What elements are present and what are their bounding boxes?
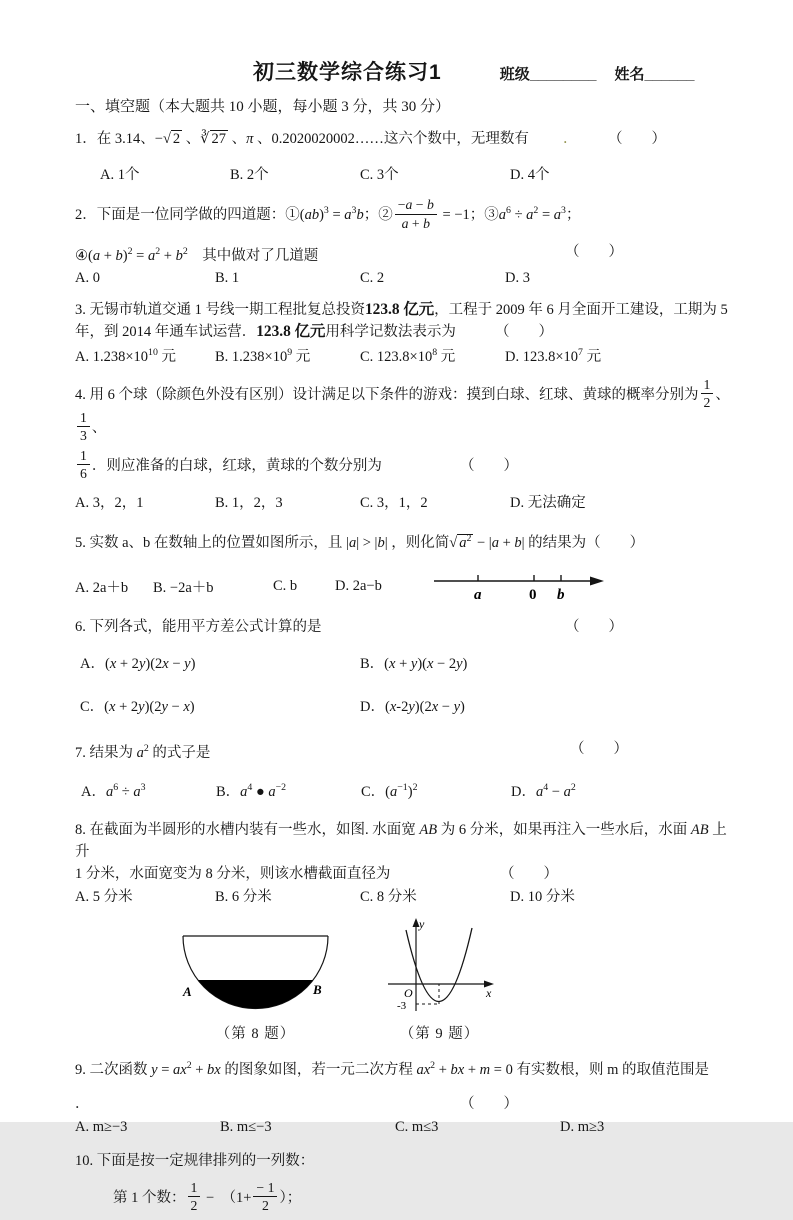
y-min-label: -3 (397, 1000, 407, 1013)
question-10 (75, 1150, 740, 1220)
figure-9-block (382, 916, 497, 1043)
trough-label-b: B (313, 982, 322, 998)
header (75, 56, 740, 86)
question-10-item1: 第 1 个数： $\frac{1}{2}$ − （1+ $\frac{- 1}{2}$ ）； (113, 1180, 302, 1214)
option-d: D．(x-2y)(2x − y) (360, 699, 465, 716)
axis-label-x: x (486, 986, 492, 1001)
figure-9-caption: （第 9 题） (399, 1026, 480, 1043)
question-5-options (75, 566, 740, 606)
option-d: D. $123.8\times 10^7$ 元 (505, 347, 602, 365)
option-c: C. b (273, 577, 298, 594)
option-c: C．(x + 2y)(2y − x) (80, 699, 195, 716)
question-1-options (75, 163, 740, 184)
question-2-stem-line1: 2．下面是一位同学做的四道题：①(ab)$^3$ = $a^3b$；② $\frac{-a - b}{a + b}$ = −1；$③a^6 \div a^2 = a^3$； (75, 197, 581, 231)
question-4-stem-line1: 4. 用 6 个球（除颜色外没有区别）设计满足以下条件的游戏：摸到白球、红球、黄球的概率分别为 $\frac{1}{2}$ 、 $\frac{1}{3}$ 、 (75, 376, 730, 444)
figure-8-caption: （第 8 题） (215, 1026, 296, 1043)
option-d: D. 2a−b (335, 577, 382, 594)
question-3-options (75, 345, 740, 366)
option-c: C. 3个 (360, 167, 399, 183)
answer-paren: （ ） (495, 323, 553, 340)
numberline-label-zero: 0 (529, 587, 537, 604)
option-d: D．$a^4 - a^2$ (511, 782, 576, 801)
numberline-label-b: b (557, 587, 565, 604)
question-8-stem-line1: 8. 在截面为半圆形的水槽内装有一些水，如图. 水面宽 AB 为 6 分米，如果再注入一些水后，水面 AB 上升 (75, 822, 727, 861)
option-a: A. $1.238\times 10^{10}$ 元 (75, 347, 176, 365)
option-b: B. 6 分米 (215, 889, 272, 906)
option-b: B. 1，2，3 (215, 495, 283, 512)
answer-paren: （ ） (460, 458, 518, 475)
answer-paren: （ ） (565, 244, 623, 260)
answer-dot: ． (563, 131, 578, 147)
answer-paren: （ ） (570, 741, 628, 758)
option-b: B. 2个 (230, 167, 269, 183)
option-c: C. $123.8\times 10^8$ 元 (360, 347, 456, 365)
page-title: 初三数学综合练习1 (253, 61, 442, 84)
option-d: D. 无法确定 (510, 495, 586, 512)
option-d: D. m≥3 (560, 1118, 605, 1135)
figures-row (163, 916, 740, 1043)
trough-label-a: A (183, 984, 192, 1000)
question-1 (75, 128, 740, 184)
question-6-stem: 6. 下列各式，能用平方差公式计算的是 （ ） (75, 616, 740, 638)
numberline-label-a: a (474, 587, 482, 604)
page-content (75, 56, 740, 1220)
question-4-options (75, 491, 740, 512)
question-8-stem-line2: 1 分米，水面宽变为 8 分米，则该水槽截面直径为 （ ） (75, 863, 740, 885)
question-7 (75, 738, 740, 801)
section-heading: 一、填空题（本大题共 10 小题，每小题 3 分，共 30 分） (75, 99, 451, 115)
question-7-options (75, 780, 740, 801)
question-3 (75, 299, 740, 366)
option-b: B. 1 (215, 269, 240, 286)
option-b: B．(x + y)(x − 2y) (360, 656, 468, 673)
option-a: A. 5 分米 (75, 889, 133, 906)
answer-paren: （ ） (608, 131, 666, 147)
question-8-options (75, 885, 740, 906)
water-trough-figure (163, 924, 348, 1020)
option-a: A. 1个 (100, 167, 140, 183)
question-4 (75, 376, 740, 513)
option-a: A. 2a＋b (75, 579, 129, 596)
option-a: A. 3，2，1 (75, 495, 144, 512)
option-b: B. m≤−3 (220, 1118, 272, 1135)
class-blank: 班级________ (499, 66, 597, 83)
student-info-blanks (500, 63, 713, 84)
question-2 (75, 195, 740, 287)
question-5 (75, 528, 740, 606)
question-9 (75, 1055, 740, 1136)
question-9-stem: 9. 二次函数 $y = ax^2$ + bx 的图象如图，若一元二次方程 $ax^2$ + bx + m = 0 有实数根，则 m 的取值范围是 (75, 1060, 709, 1078)
question-6 (75, 616, 740, 716)
option-b: B．$a^4$ ● $a^{-2}$ (216, 782, 287, 801)
option-b: B. −2a＋b (153, 579, 214, 596)
option-a: A. m≥−3 (75, 1118, 128, 1135)
option-c: C. m≤3 (395, 1118, 439, 1135)
option-d: D. 3 (505, 269, 530, 286)
option-c: C．$(a^{-1})^2$ (361, 782, 418, 801)
option-a: A．$a^6 \div a^3$ (81, 782, 146, 801)
name-blank: 姓名______ (614, 66, 695, 83)
answer-paren: （ ） (565, 619, 623, 636)
option-b: B. $1.238\times 10^9$ 元 (215, 347, 311, 365)
option-d: D. 10 分米 (510, 889, 575, 906)
parabola-figure (382, 916, 497, 1020)
answer-paren: （ ） (460, 1095, 518, 1112)
option-a: A．(x + 2y)(2x − y) (80, 656, 196, 673)
origin-label: O (404, 986, 413, 1001)
question-3-stem-line2: 年，到 2014 年通车试运营．123.8 亿元用科学记数法表示为 （ ） (75, 321, 740, 343)
question-8 (75, 819, 740, 1043)
option-c: C. 3，1，2 (360, 495, 428, 512)
question-7-stem: 7. 结果为 $a^2$ 的式子是 （ ） (75, 738, 740, 764)
question-6-options-row2 (75, 695, 740, 716)
option-d: D. 4个 (510, 167, 550, 183)
question-3-stem-line1: 3. 无锡市轨道交通 1 号线一期工程批复总投资123.8 亿元，工程于 2009 年 6 月全面开工建设，工期为 5 (75, 300, 728, 318)
answer-paren: （ ） (500, 866, 558, 883)
numberline-figure (430, 566, 605, 606)
option-c: C. 8 分米 (360, 889, 417, 906)
question-10-stem: 10. 下面是按一定规律排列的一列数： (75, 1152, 315, 1169)
question-9-answer-line (75, 1093, 740, 1115)
question-9-options (75, 1119, 740, 1136)
figure-8-block (163, 924, 348, 1043)
question-2-options (75, 270, 740, 287)
axis-label-y: y (419, 917, 425, 932)
question-2-stem-line2: ④(a + $b)^2 = a^2 + b^2$ 其中做对了几道题 （ ） (75, 241, 740, 267)
question-1-stem: 1．在 3.14、−√ 2 、∛ 27 、π 、0.2020020002……这六个数中，无理数有 ． （ ） (75, 128, 740, 150)
question-5-stem: 5. 实数 a、b 在数轴上的位置如图所示，且 |a| > |b| ，则化简√ $a^2 - |a + b|$ 的结果为（ ） (75, 533, 645, 552)
option-c: C. 2 (360, 269, 385, 286)
question-6-options-row1 (75, 652, 740, 673)
answer-dot: ． (75, 1095, 90, 1112)
question-4-stem-line2: $\frac{1}{6}$ ．则应准备的白球，红球，黄球的个数分别为 （ ） (75, 445, 740, 487)
option-a: A. 0 (75, 269, 100, 286)
